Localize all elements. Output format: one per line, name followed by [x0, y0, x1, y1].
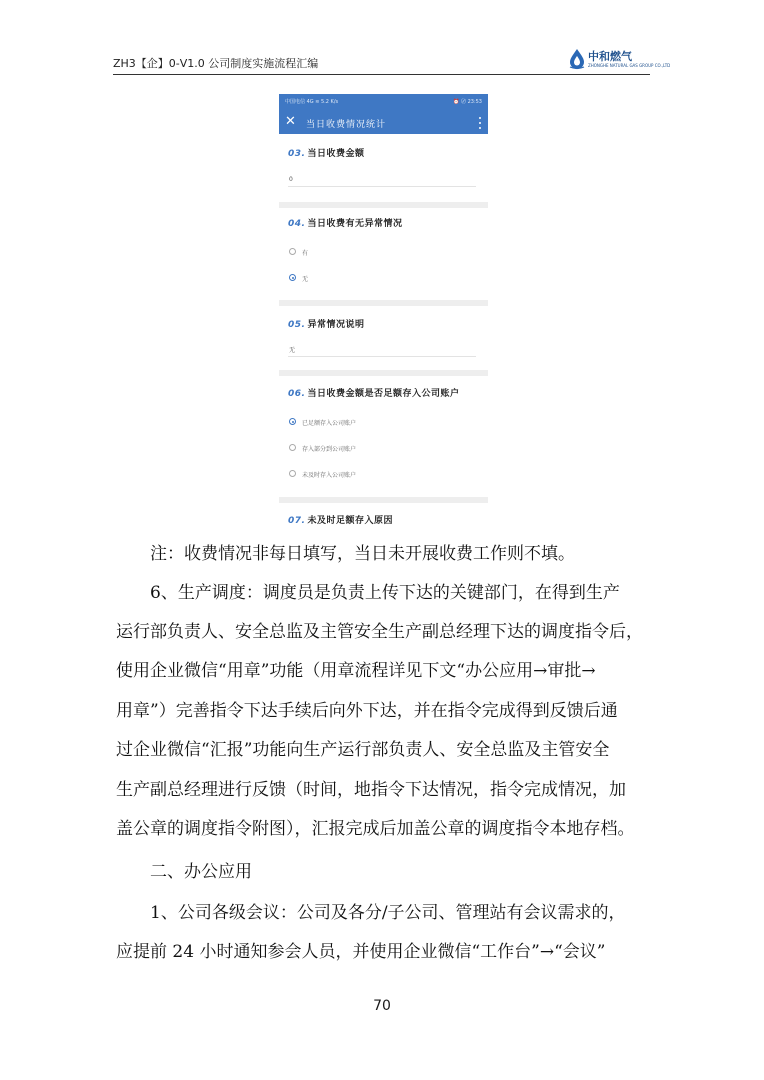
body-line: 过企业微信“汇报”功能向生产运行部负责人、安全总监及主管安全 — [116, 740, 610, 760]
radio-icon[interactable] — [289, 444, 296, 451]
question-06-text: 当日收费金额是否足额存入公司账户 — [307, 389, 460, 399]
question-05-number: 05. — [288, 320, 306, 330]
section-divider — [279, 370, 488, 376]
question-06-number: 06. — [288, 389, 306, 399]
logo-subtitle: ZHONGHE NATURAL GAS GROUP CO.,LTD — [588, 63, 671, 68]
question-04-number: 04. — [288, 219, 306, 229]
body-line: 盖公章的调度指令附图），汇报完成后加盖公章的调度指令本地存档。 — [116, 819, 635, 839]
document-title: ZH3【企】0-V1.0 公司制度实施流程汇编 — [113, 57, 319, 70]
phone-screenshot — [279, 94, 488, 526]
question-04-title — [288, 216, 402, 229]
question-07-title — [288, 513, 393, 526]
input-underline — [288, 356, 476, 357]
status-right: ⏰ 〄 23:53 — [453, 99, 482, 105]
company-logo — [568, 46, 671, 72]
body-line: 运行部负责人、安全总监及主管安全生产副总经理下达的调度指令后， — [116, 622, 643, 642]
radio-selected-icon[interactable] — [289, 274, 296, 281]
question-07-text: 未及时足额存入原因 — [307, 516, 393, 526]
question-03-title — [288, 146, 364, 159]
section-divider — [279, 300, 488, 306]
app-bar — [279, 112, 488, 134]
section-heading: 二、办公应用 — [150, 862, 252, 882]
flame-drop-icon — [568, 48, 586, 70]
option-label: 存入部分到公司账户 — [302, 446, 357, 453]
body-line: 6、生产调度：调度员是负责上传下达的关键部门，在得到生产 — [150, 583, 620, 603]
input-underline — [288, 186, 476, 187]
body-line: 用章”）完善指令下达手续后向外下达，并在指令完成得到反馈后通 — [116, 701, 618, 721]
option-label: 无 — [302, 276, 309, 283]
radio-icon[interactable] — [289, 470, 296, 477]
app-title: 当日收费情况统计 — [306, 120, 387, 130]
section-divider — [279, 497, 488, 503]
question-03-text: 当日收费金额 — [307, 149, 365, 159]
close-icon[interactable]: ✕ — [285, 114, 296, 129]
body-line: 1、公司各级会议：公司及各分/子公司、管理站有会议需求的， — [150, 903, 626, 923]
body-line: 应提前 24 小时通知参会人员，并使用企业微信“工作台”→“会议” — [116, 942, 606, 962]
page-header — [113, 46, 671, 75]
body-line: 生产副总经理进行反馈（时间，地指令下达情况，指令完成情况，加 — [116, 780, 626, 800]
question-07-number: 07. — [288, 516, 306, 526]
question-05-title — [288, 317, 364, 330]
logo-name: 中和燃气 — [588, 50, 632, 63]
note-line: 注：收费情况非每日填写，当日未开展收费工作则不填。 — [150, 544, 575, 564]
status-carrier: 中国电信 4G ≋ 5.2 K/s — [285, 99, 339, 105]
radio-icon[interactable] — [289, 248, 296, 255]
radio-selected-icon[interactable] — [289, 418, 296, 425]
question-05-input[interactable]: 无 — [289, 347, 296, 354]
question-03-number: 03. — [288, 149, 306, 159]
option-label: 未及时存入公司账户 — [302, 472, 357, 479]
question-03-input[interactable]: 0 — [289, 176, 293, 183]
question-04-text: 当日收费有无异常情况 — [307, 219, 403, 229]
section-divider — [279, 202, 488, 208]
option-label: 已足额存入公司账户 — [302, 420, 357, 427]
option-label: 有 — [302, 250, 309, 257]
body-line: 使用企业微信“用章”功能（用章流程详见下文“办公应用→审批→ — [116, 661, 596, 681]
status-bar — [279, 94, 488, 112]
question-06-title — [288, 386, 459, 399]
question-05-text: 异常情况说明 — [307, 320, 365, 330]
page-number: 70 — [373, 998, 391, 1014]
more-menu-icon[interactable] — [476, 114, 484, 130]
